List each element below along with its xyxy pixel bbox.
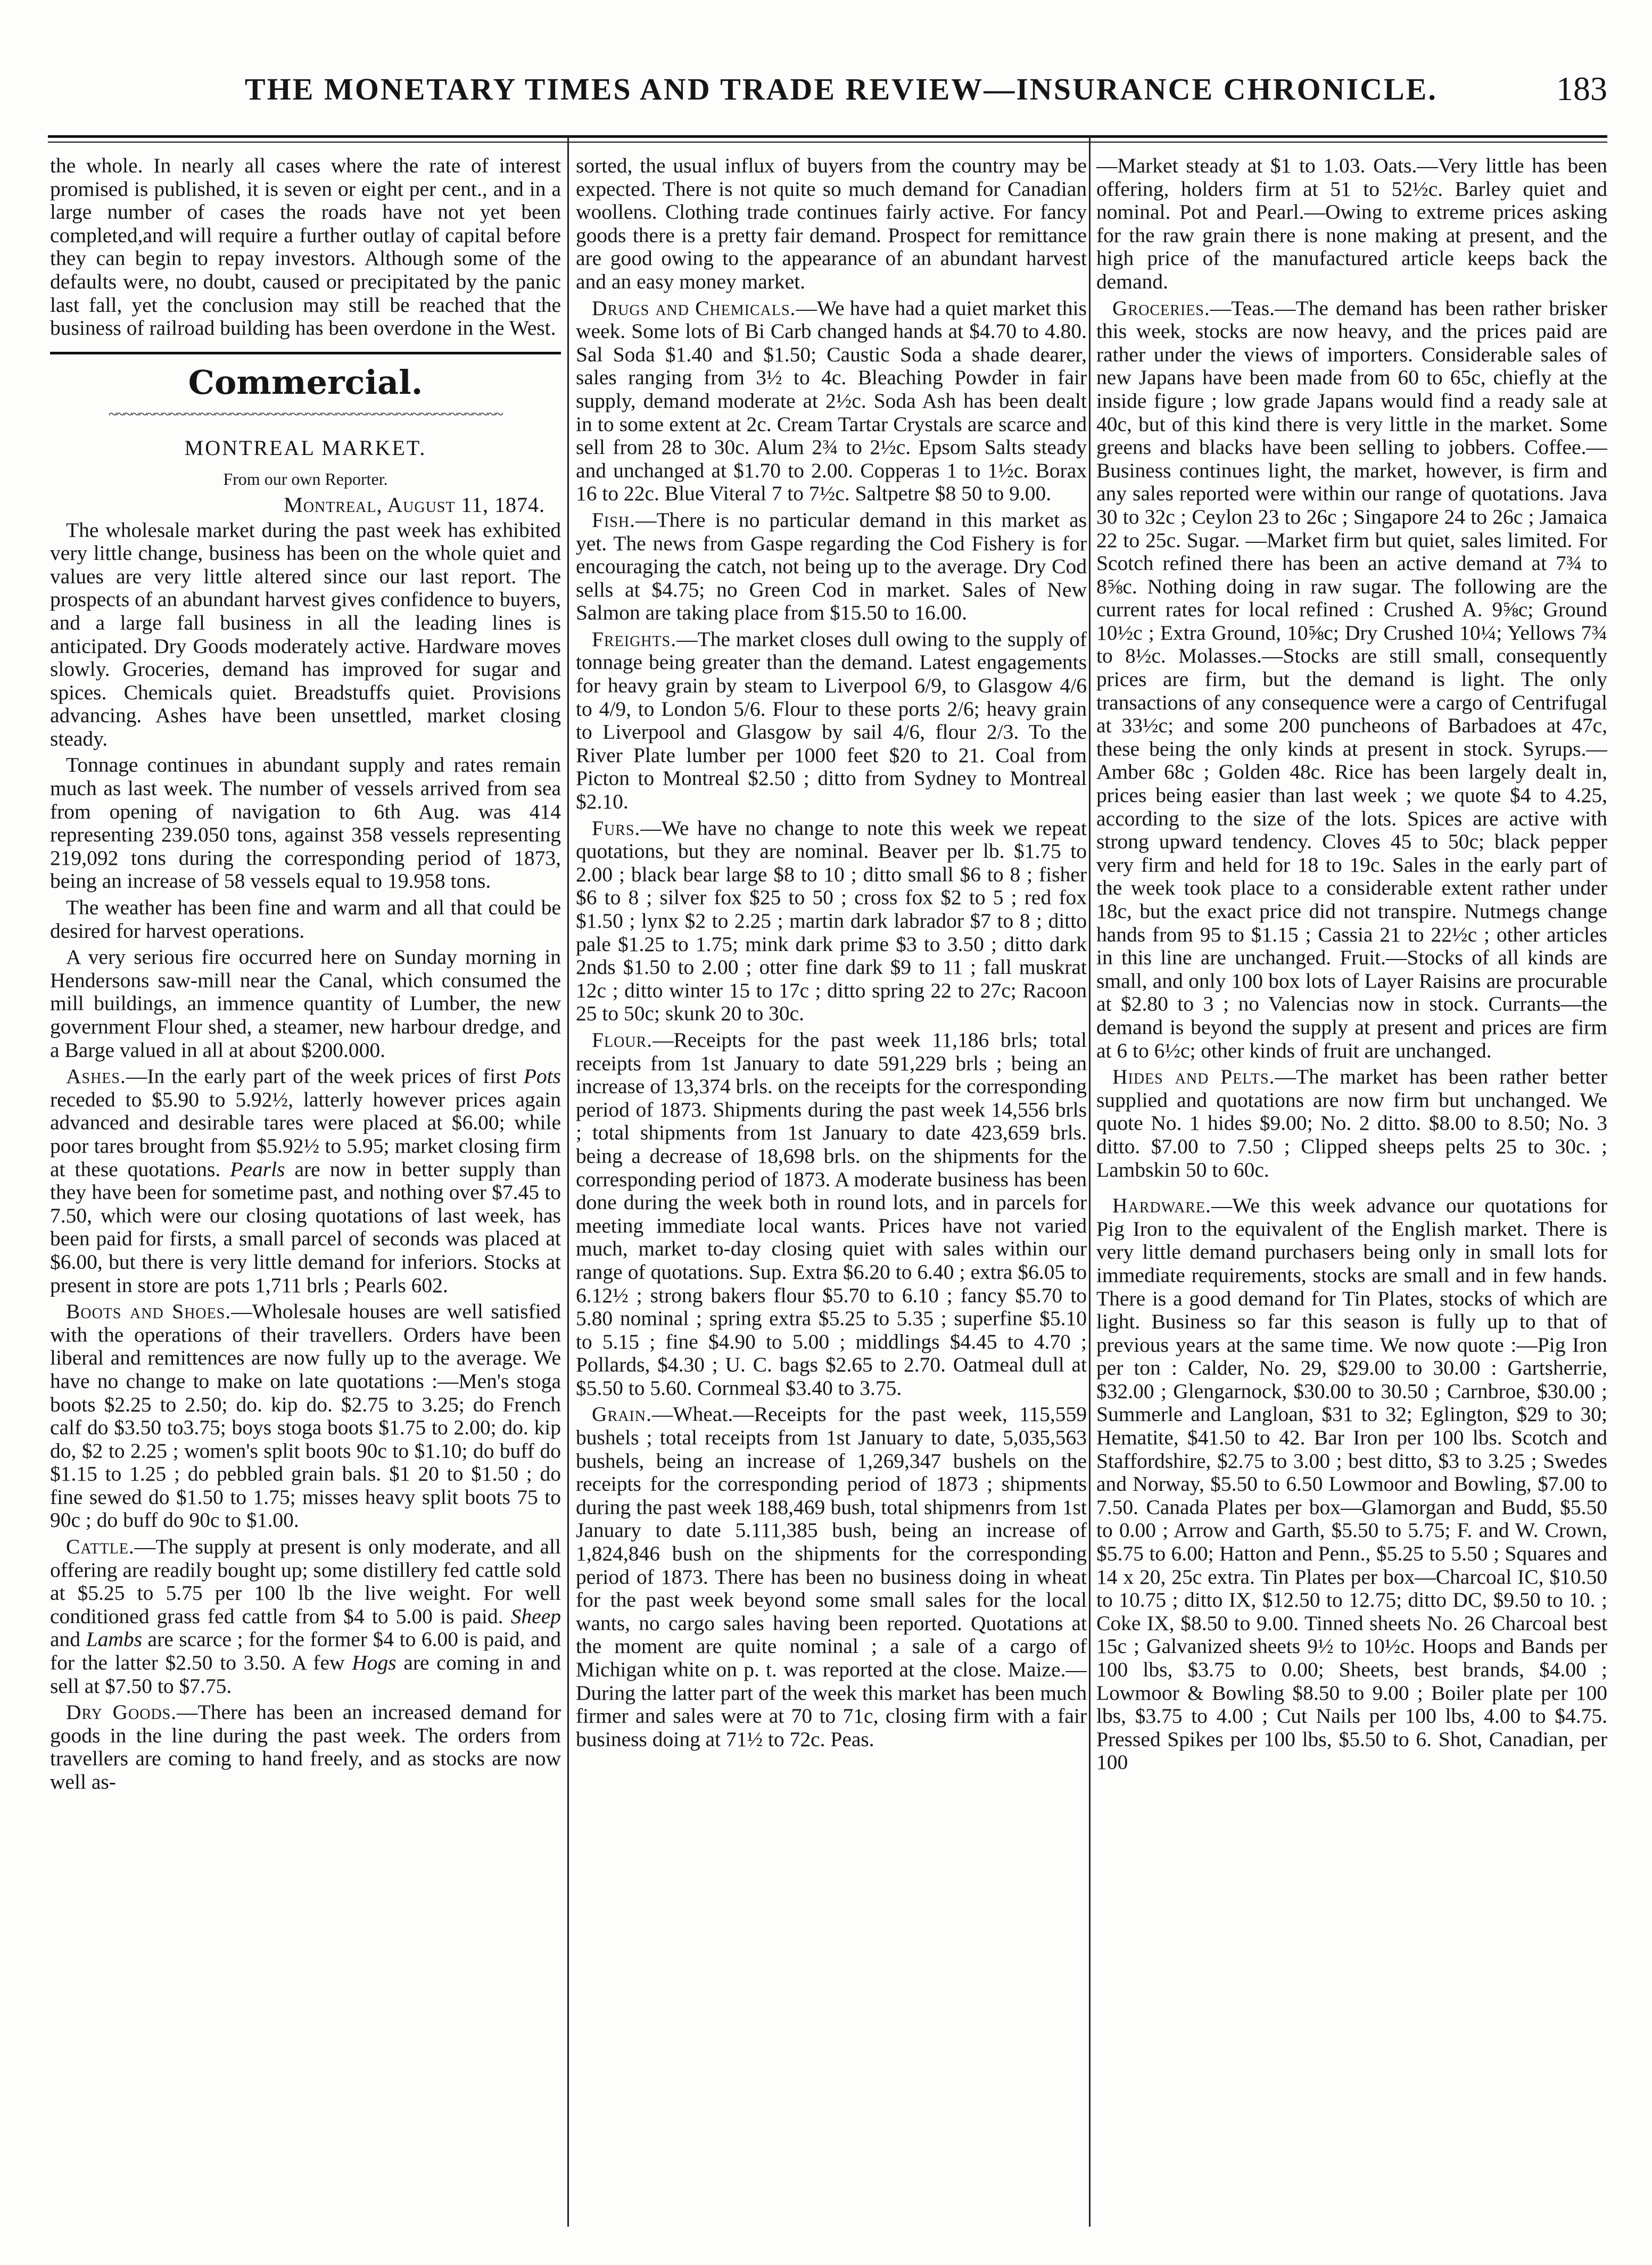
groceries-heading: Groceries. [1112,296,1210,320]
column-1 [50,154,561,2230]
section-rule [50,352,561,354]
weather-paragraph: The weather has been fine and warm and all that could be desired for harvest operations. [50,896,561,943]
cattle-heading: Cattle. [66,1535,135,1559]
cattle-paragraph: Cattle.—The supply at present is only moderate, and all offering are readily bought up; some distillery fed cattle sold at $5.25 to 5.75 per 100 lb the live weight. For well conditioned grass fed cattle from $4 to 5.00 is paid. Sheep and Lambs are scarce ; for the former $4 to 6.00 is paid, and for the latter $2.50 to 3.50. A few Hogs are coming in and sell at $7.50 to $7.75. [50,1535,561,1698]
header-rule [48,135,1607,138]
column-2 [576,154,1087,2230]
page-number: 183 [1556,70,1607,108]
reporter-byline: From our own Reporter. [223,469,388,489]
ashes-heading: Ashes. [66,1064,126,1088]
fish-paragraph: Fish.—There is no particular demand in this market as yet. The news from Gaspe regarding the Cod Fishery is for encouraging the catch, not being up to the average. Dry Cod sells at $4.75; no Green Cod in market. Sales of New Salmon are taking place from $15.50 to 16.00. [576,508,1087,625]
flour-paragraph: Flour.—Receipts for the past week 11,186 brls; total receipts from 1st January to date 591,229 brls ; being an increase of 13,374 brls. on the receipts for the corresponding period of 1873. Shipments during the past week 14,556 brls ; total shipments from 1st January to date 423,659 brls. being a decrease of 18,698 brls. on the shipments for the corresponding period of 1873. A moderate business has been done during the week both in round lots, and in parcels for meeting immediate local wants. Prices have not varied much, market to-day closing quiet with sales within our range of quotations. Sup. Extra $6.20 to 6.40 ; extra $6.05 to 6.12½ ; strong bakers flour $5.70 to 6.10 ; fancy $5.70 to 5.80 nominal ; spring extra $5.25 to 5.35 ; superfine $5.10 to 5.15 ; fine $4.90 to 5.00 ; middlings $4.45 to 4.70 ; Pollards, $4.30 ; U. C. bags $2.65 to 2.70. Oatmeal dull at $5.50 to 5.60. Cornmeal $3.40 to 3.75. [576,1028,1087,1400]
hides-heading: Hides and Pelts. [1112,1065,1275,1089]
freights-paragraph: Freights.—The market closes dull owing to the supply of tonnage being greater than the demand. Latest engagements for heavy grain by steam to Liverpool 6/9, to Glasgow 4/6 to 4/9, to London 5/6. Flour to these ports 2/6; heavy grain to Liverpool and Glasgow by sail 4/6, flour 2/3. To the River Plate lumber per 1000 feet $20 to 21. Coal from Picton to Montreal $2.50 ; ditto from Sydney to Montreal $2.10. [576,627,1087,814]
tonnage-paragraph: Tonnage continues in abundant supply and rates remain much as last week. The number of vessels arrived from sea from opening of navigation to 6th Aug. was 414 representing 239.050 tons, against 358 vessels representing 219,092 tons during the corresponding period of 1873, being an increase of 58 vessels equal to 19.958 tons. [50,753,561,893]
boots-shoes-paragraph: Boots and Shoes.—Wholesale houses are well satisfied with the operations of their travellers. Orders have been liberal and remittences are now fully up to the average. We have no change to make on late quotations :—Men's stoga boots $2.25 to 2.50; do. kip do. $2.75 to 3.25; do French calf do $3.50 to3.75; boys stoga boots $1.75 to 2.00; do. kip do, $2 to 2.25 ; women's split boots 90c to $1.10; do buff do $1.15 to 1.25 ; do pebbled grain bals. $1 20 to $1.50 ; do fine sewed do $1.50 to 1.75; misses heavy split boots 75 to 90c ; do buff do 90c to $1.00. [50,1300,561,1532]
boots-heading: Boots and Shoes. [66,1300,232,1324]
dateline: Montreal, August 11, 1874. [284,492,545,517]
market-overview-paragraph: The wholesale market during the past week has exhibited very little change, business has been on the whole quiet and values are very little altered since our last report. The prospects of an abundant harvest gives confidence to buyers, and a large fall business in all the leading lines is anticipated. Dry Goods moderately active. Hardware moves slowly. Groceries, demand has improved for sugar and spices. Chemicals quiet. Breadstuffs quiet. Provisions advancing. Ashes have been unsettled, market closing steady. [50,518,561,750]
dry-goods-heading: Dry Goods. [66,1700,177,1724]
freights-heading: Freights. [592,627,677,651]
montreal-market-heading: MONTREAL MARKET. [184,435,427,460]
ashes-paragraph: Ashes.—In the early part of the week prices of first Pots receded to $5.90 to 5.92½, latterly however prices again advanced and desirable tares were placed at $6.00; while poor tares brought from $5.92½ to 5.95; market closing firm at these quotations. Pearls are now in better supply than they have been for sometime past, and nothing over $7.45 to 7.50, which were our closing quotations of last week, has been paid for firsts, a small parcel of seconds was placed at $6.00, but there is very little demand for inferiors. Stocks at present in store are pots 1,711 brls ; Pearls 602. [50,1064,561,1297]
drugs-paragraph: Drugs and Chemicals.—We have had a quiet market this week. Some lots of Bi Carb changed hands at $4.70 to 4.80. Sal Soda $1.40 and $1.50; Caustic Soda a shade dearer, sales ranging from 3½ to 4c. Bleaching Powder in fair supply, demand moderate at 2½c. Soda Ash has been dealt in to some extent at 2c. Cream Tartar Crystals are scarce and sell from 28 to 30c. Alum 2¾ to 2½c. Epsom Salts steady and unchanged at $1.70 to 2.00. Copperas 1 to 1½c. Borax 16 to 22c. Blue Viteral 7 to 7½c. Saltpetre $8 50 to 9.00. [576,296,1087,506]
hides-paragraph: Hides and Pelts.—The market has been rather better supplied and quotations are now firm but unchanged. We quote No. 1 hides $9.00; No. 2 ditto. $8.00 to 8.50; No. 3 ditto. $7.00 to 7.50 ; Clipped sheeps pelts 25 to 30c. ; Lambskin 50 to 60c. [1096,1065,1607,1181]
fish-heading: Fish. [592,508,635,532]
furs-paragraph: Furs.—We have no change to note this week we repeat quotations, but they are nominal. Beaver per lb. $1.75 to 2.00 ; black bear large $8 to 10 ; ditto small $6 to 8 ; fisher $6 to 8 ; silver fox $25 to 50 ; cross fox $2 to 5 ; red fox $1.50 ; lynx $2 to 2.25 ; martin dark labrador $7 to 8 ; ditto pale $1.25 to 1.75; mink dark prime $3 to 3.50 ; ditto dark 2nds $1.50 to 2.00 ; otter fine dark $9 to 11 ; fall muskrat 12c ; ditto winter 15 to 17c ; ditto spring 22 to 27c; Racoon 25 to 50c; skunk 20 to 30c. [576,816,1087,1026]
column-divider-2 [1089,135,1091,2227]
dry-goods-paragraph: Dry Goods.—There has been an increased demand for goods in the line during the past week. The orders from travellers are coming to hand freely, and as stocks are now well as- [50,1700,561,1793]
column-3 [1096,154,1607,2230]
header-rule-thin [48,142,1607,143]
column-divider-1 [567,135,569,2227]
grain-paragraph: Grain.—Wheat.—Receipts for the past week, 115,559 bushels ; total receipts from 1st January to date, 5,035,563 bushels, being an increase of 1,269,347 bushels on the receipts for the corresponding period of 1873 ; shipments during the past week 188,469 bush, total shipmenrs from 1st January to date 5.111,385 bush, being an increase of 1,824,846 bush on the shipments for the corresponding period of 1873. There has been no business doing in wheat for the past week beyond some small sales for the local wants, no cargo sales having been reported. Quotations at the moment are quite nominal ; a sale of a cargo of Michigan white on p. t. was reported at the close. Maize.—During the latter part of the week this market has been much firmer and sales were at 70 to 71c, closing firm with a fair business doing at 71½ to 72c. Peas. [576,1402,1087,1751]
journal-title: THE MONETARY TIMES AND TRADE REVIEW—INSURANCE CHRONICLE. [245,72,1438,106]
drugs-heading: Drugs and Chemicals. [592,296,796,320]
hardware-heading: Hardware. [1112,1194,1211,1218]
grain-continued: —Market steady at $1 to 1.03. Oats.—Very little has been offering, holders firm at 51 to 52½c. Barley quiet and nominal. Pot and Pearl.—Owing to extreme prices asking for the raw grain there is none making at present, and the high price of the manufactured article keeps back the demand. [1096,154,1607,293]
railroad-paragraph: the whole. In nearly all cases where the rate of interest promised is published, it is seven or eight per cent., and in a large number of cases the roads have not yet been completed,and will require a further outlay of capital before they can begin to repay investors. Although some of the defaults were, no doubt, caused or precipitated by the panic last fall, yet the conclusion may still be reached that the business of railroad building has been overdone in the West. [50,154,561,340]
section-title-commercial: Commercial. [188,362,423,402]
page-header [48,55,1607,123]
furs-heading: Furs. [592,816,641,840]
grain-heading: Grain. [592,1402,652,1426]
flour-heading: Flour. [592,1028,653,1052]
hardware-paragraph: Hardware.—We this week advance our quotations for Pig Iron to the equivalent of the English market. There is very little demand purchasers being only in small lots for immediate requirements, stocks are small and in few hands. There is a good demand for Tin Plates, stocks of which are light. Business so far this season is fully up to that of previous years at the same time. We now quote :—Pig Iron per ton : Calder, No. 29, $29.00 to 30.00 : Gartsherrie, $32.00 ; Glengarnock, $30.00 to 30.50 ; Carnbroe, $30.00 ; Summerle and Langloan, $31 to 32; Eglington, $29 to 30; Hematite, $41.50 to 42. Bar Iron per 100 lbs. Scotch and Staffordshire, $2.75 to 3.00 ; best ditto, $3 to 3.25 ; Swedes and Norway, $5.50 to 6.50 Lowmoor and Bowling, $7.00 to 7.50. Canada Plates per box—Glamorgan and Budd, $5.50 to 0.00 ; Arrow and Garth, $5.50 to 5.75; F. and W. Crown, $5.75 to 6.00; Hatton and Penn., $5.25 to 5.50 ; Squares and 14 x 20, 25c extra. Tin Plates per box—Charcoal IC, $10.50 to 10.75 ; ditto IX, $12.50 to 12.75; ditto DC, $9.50 to 10. ; Coke IX, $8.50 to 9.00. Tinned sheets No. 26 Charcoal best 15c ; Galvanized sheets 9½ to 10½c. Hoops and Bands per 100 lbs, $3.75 to 0.00; Sheets, best brands, $4.00 ; Lowmoor & Bowling $8.50 to 9.00 ; Boiler plate per 100 lbs, $3.75 to 4.00 ; Cut Nails per 100 lbs, 4.00 to $4.75. Pressed Spikes per 100 lbs, $5.50 to 6. Shot, Canadian, per 100 [1096,1194,1607,1774]
dry-goods-continued: sorted, the usual influx of buyers from the country may be expected. There is not quite so much demand for Canadian woollens. Clothing trade continues fairly active. For fancy goods there is a pretty fair demand. Prospect for remittance are good owing to the appearance of an abundant harvest and an easy money market. [576,154,1087,293]
groceries-paragraph: Groceries.—Teas.—The demand has been rather brisker this week, stocks are now heavy, and the prices paid are rather under the views of importers. Considerable sales of new Japans have been made from 60 to 65c, chiefly at the inside figure ; low grade Japans would find a ready sale at 40c, but of this kind there is very little in the market. Some greens and blacks have been selling to jobbers. Coffee.—Business continues light, the market, however, is firm and any sales reported were within our range of quotations. Java 30 to 32c ; Ceylon 23 to 26c ; Singapore 24 to 26c ; Jamaica 22 to 25c. Sugar. —Market firm but quiet, sales limited. For Scotch refined there has been an active demand at 7¾ to 8⅝c. Nothing doing in raw sugar. The following are the current rates for local refined : Crushed A. 9⅝c; Ground 10½c ; Extra Ground, 10⅝c; Dry Crushed 10¼; Yellows 7¾ to 8½c. Molasses.—Stocks are still small, consequently prices are firm, but the demand is light. The only transactions of any consequence were a cargo of Centrifugal at 33½c; and some 200 puncheons of Barbadoes at 47c, these being the only kinds at present in stock. Syrups.—Amber 68c ; Golden 48c. Rice has been largely dealt in, prices being easier than last week ; we quote $4 to 4.25, according to the size of the lots. Spices are active with strong upward tendency. Cloves 45 to 50c; black pepper very firm and held for 18 to 19c. Sales in the early part of the week took place to a considerable extent rather under 18c, but the exact price did not transpire. Nutmegs change hands from 95 to $1.15 ; Cassia 21 to 22½c ; other articles in this line are unchanged. Fruit.—Stocks of all kinds are small, and only 100 box lots of Layer Raisins are procurable at $2.80 to 3 ; no Valencias now in stock. Currants—the demand is beyond the supply at present and prices are firm at 6 to 6½c; other kinds of fruit are unchanged. [1096,296,1607,1062]
fire-paragraph: A very serious fire occurred here on Sunday morning in Hendersons saw-mill near the Canal, which consumed the mill buildings, an immence quantity of Lumber, the new government Flour shed, a steamer, new harbour dredge, and a Barge valued in all at about $200.000. [50,945,561,1062]
ornamental-rule: ~~~~~~~~~~~~~~~~~~~~~~~~~~~~~~~~~~~~~~~~~~~~~~~~~~~~ [109,405,502,423]
